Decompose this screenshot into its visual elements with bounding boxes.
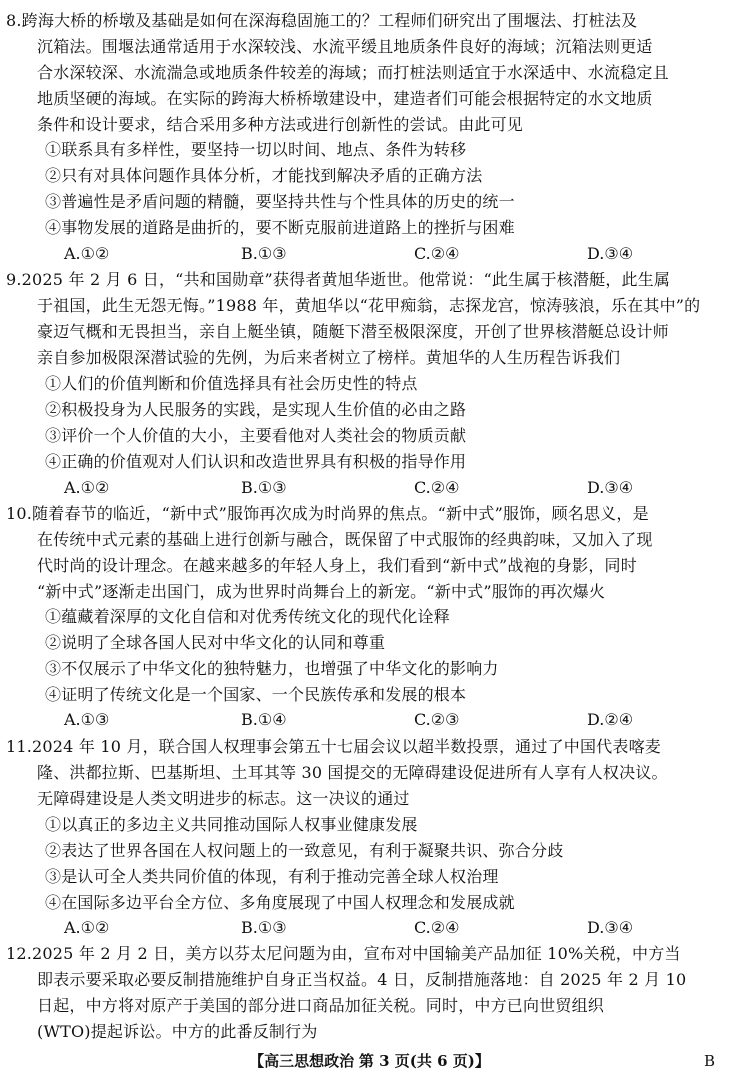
statement: ②只有对具体问题作具体分析，才能找到解决矛盾的正确方法	[45, 166, 483, 185]
option-a: A.①②	[64, 918, 110, 937]
option-b: B.①③	[241, 478, 287, 497]
question-stem-line: 条件和设计要求，结合采用多种方法或进行创新性的尝试。由此可见	[37, 115, 524, 134]
option-c: C.②④	[414, 918, 460, 937]
footer-subject: 【高三思想政治	[249, 1052, 355, 1070]
option-a: A.①③	[64, 710, 110, 729]
question-stem-line: 8.跨海大桥的桥墩及基础是如何在深海稳固施工的？工程师们研究出了围堰法、打桩法及	[6, 11, 638, 30]
question-stem-line: 地质坚硬的海域。在实际的跨海大桥桥墩建设中，建造者们可能会根据特定的水文地质	[37, 89, 653, 108]
question-stem-line: 沉箱法。围堰法通常适用于水深较浅、水流平缓且地质条件良好的海域；沉箱法则更适	[37, 37, 653, 56]
question-stem-line: 亲自参加极限深潜试验的先例，为后来者树立了榜样。黄旭华的人生历程告诉我们	[37, 348, 621, 367]
statement: ①人们的价值判断和价值选择具有社会历史性的特点	[45, 374, 418, 393]
option-b: B.①④	[241, 710, 287, 729]
option-d: D.②④	[587, 710, 634, 729]
question-stem-line: 于祖国，此生无怨无悔。”1988 年，黄旭华以“花甲痴翁，志探龙宫，惊涛骇浪，乐在其中”的	[37, 296, 701, 315]
statement: ③评价一个人价值的大小，主要看他对人类社会的物质贡献	[45, 426, 467, 445]
option-c: C.②④	[414, 478, 460, 497]
answer-options	[64, 244, 684, 264]
question-stem-line: 在传统中式元素的基础上进行创新与融合，既保留了中式服饰的经典韵味，又加入了现	[37, 530, 653, 549]
question-stem-line: 11.2024 年 10 月，联合国人权理事会第五十七届会议以超半数投票，通过了中国代表喀麦	[6, 737, 661, 756]
option-a: A.①②	[64, 244, 110, 263]
question-stem-line: 无障碍建设是人类文明进步的标志。这一决议的通过	[37, 789, 410, 808]
statement: ④证明了传统文化是一个国家、一个民族传承和发展的根本	[45, 685, 467, 704]
statement: ④在国际多边平台全方位、多角度展现了中国人权理念和发展成就	[45, 893, 515, 912]
statement: ③不仅展示了中华文化的独特魅力，也增强了中华文化的影响力	[45, 659, 499, 678]
question-stem-line: 豪迈气概和无畏担当，亲自上艇坐镇，随艇下潜至极限深度，开创了世界核潜艇总设计师	[37, 322, 669, 341]
footer-version: B	[703, 1052, 715, 1070]
option-c: C.②④	[414, 244, 460, 263]
statement: ①联系具有多样性，要坚持一切以时间、地点、条件为转移	[45, 140, 467, 159]
question-stem-line: 即表示要采取必要反制措施维护自身正当权益。4 日，反制措施落地：自 2025 年 2 月 10	[37, 970, 687, 989]
option-c: C.②③	[414, 710, 460, 729]
option-b: B.①③	[241, 918, 287, 937]
statement: ④正确的价值观对人们认识和改造世界具有积极的指导作用	[45, 452, 467, 471]
question-stem-line: 合水深较深、水流湍急或地质条件较差的海域；而打桩法则适宜于水深适中、水流稳定且	[37, 63, 669, 82]
question-stem-line: 代时尚的设计理念。在越来越多的年轻人身上，我们看到“新中式”战袍的身影，同时	[37, 556, 637, 575]
statement: ②积极投身为人民服务的实践，是实现人生价值的必由之路	[45, 400, 467, 419]
answer-options	[64, 478, 684, 498]
statement: ④事物发展的道路是曲折的，要不断克服前进道路上的挫折与困难	[45, 218, 515, 237]
answer-options	[64, 918, 684, 938]
option-d: D.③④	[587, 244, 634, 263]
statement: ①以真正的多边主义共同推动国际人权事业健康发展	[45, 815, 418, 834]
question-stem-line: (WTO)提起诉讼。中方的此番反制行为	[37, 1022, 318, 1041]
option-d: D.③④	[587, 478, 634, 497]
option-d: D.③④	[587, 918, 634, 937]
option-a: A.①②	[64, 478, 110, 497]
statement: ①蕴藏着深厚的文化自信和对优秀传统文化的现代化诠释	[45, 607, 451, 626]
option-b: B.①③	[241, 244, 287, 263]
footer-page-info	[0, 1050, 739, 1072]
statement: ②说明了全球各国人民对中华文化的认同和尊重	[45, 633, 386, 652]
statement: ③普遍性是矛盾问题的精髓，要坚持共性与个性具体的历史的统一	[45, 192, 515, 211]
answer-options	[64, 710, 684, 730]
question-stem-line: 隆、洪都拉斯、巴基斯坦、土耳其等 30 国提交的无障碍建设促进所有人享有人权决议。	[37, 763, 668, 782]
question-stem-line: 9.2025 年 2 月 6 日，“共和国勋章”获得者黄旭华逝世。他常说：“此生属于核潜艇，此生属	[6, 270, 671, 289]
statement: ②表达了世界各国在人权问题上的一致意见，有利于凝聚共识、弥合分歧	[45, 841, 564, 860]
page-footer	[0, 1050, 739, 1072]
footer-page-number: 第 3 页(共 6 页)】	[358, 1052, 490, 1070]
question-stem-line: 12.2025 年 2 月 2 日，美方以芬太尼问题为由，宣布对中国输美产品加征 10%关税，中方当	[6, 944, 681, 963]
statement: ③是认可全人类共同价值的体现，有利于推动完善全球人权治理	[45, 867, 499, 886]
question-stem-line: “新中式”逐渐走出国门，成为世界时尚舞台上的新宠。“新中式”服饰的再次爆火	[37, 582, 606, 601]
question-stem-line: 10.随着春节的临近，“新中式”服饰再次成为时尚界的焦点。“新中式”服饰，顾名思义，是	[6, 504, 649, 523]
question-stem-line: 日起，中方将对原产于美国的部分进口商品加征关税。同时，中方已向世贸组织	[37, 996, 605, 1015]
